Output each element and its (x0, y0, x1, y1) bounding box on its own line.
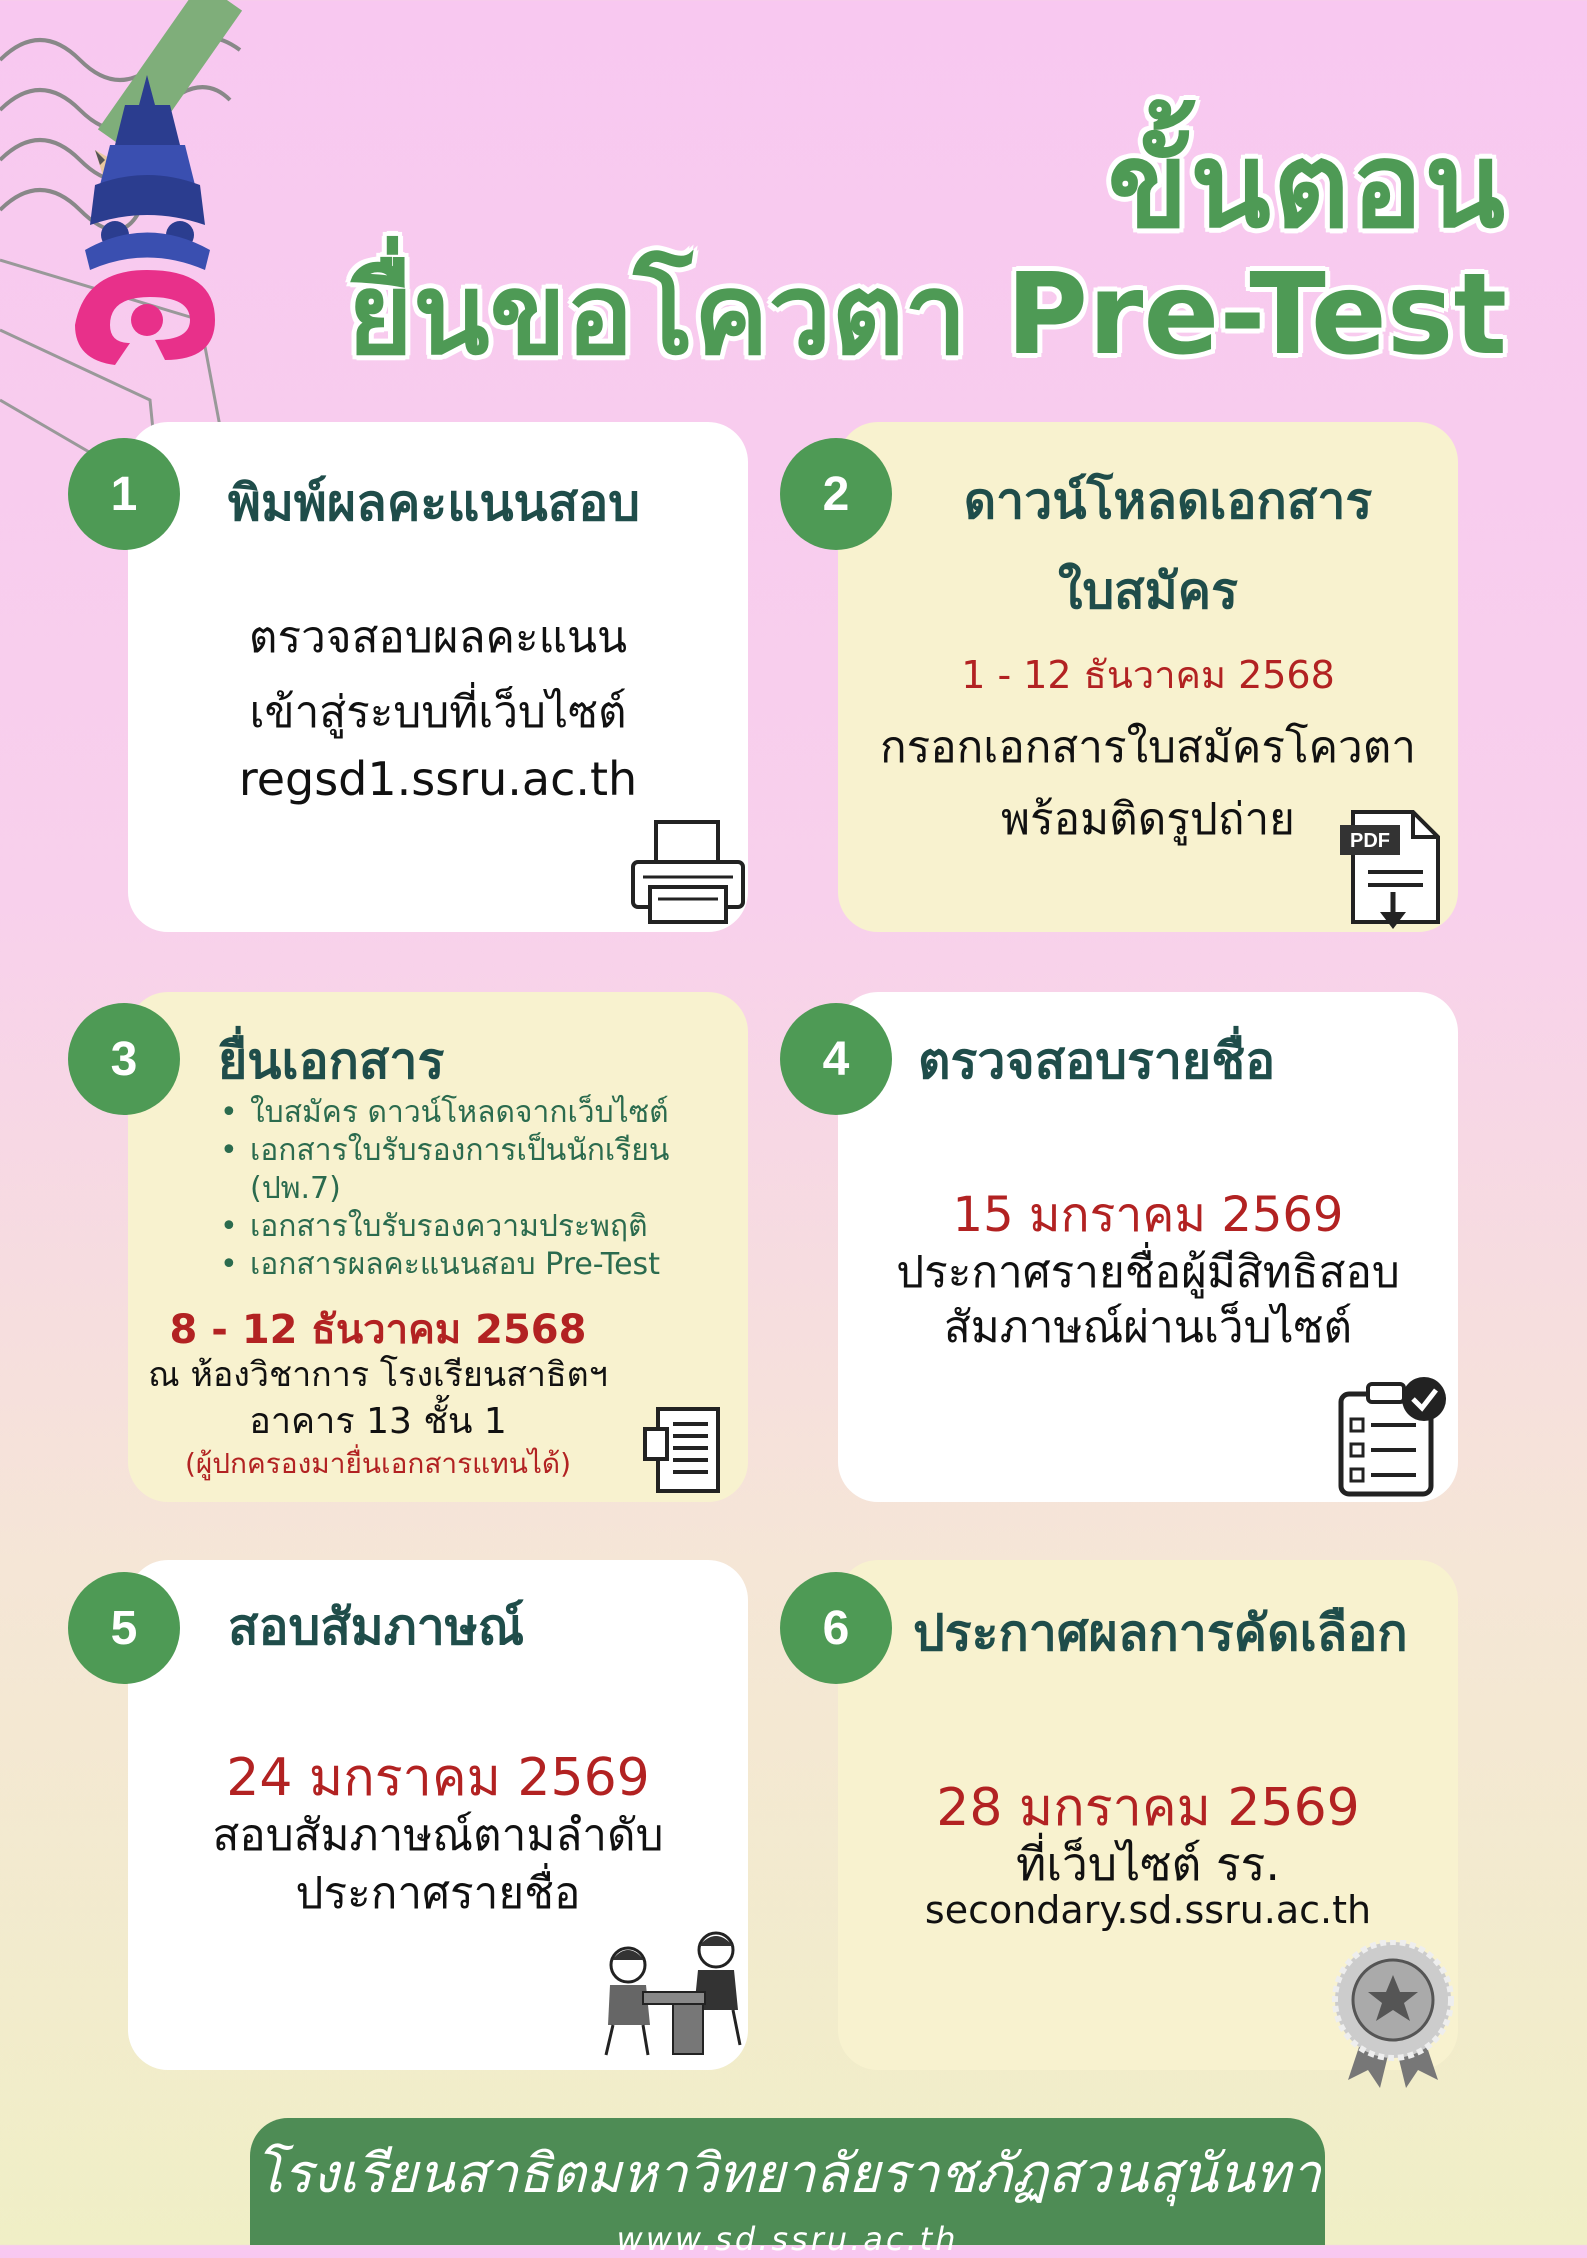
step-2-title-line2: ใบสมัคร (1058, 562, 1238, 620)
step-2-line: พร้อมติดรูปถ่าย (1001, 794, 1295, 845)
step-3-bullet: • เอกสารใบรับรองการเป็นนักเรียน (ปพ.7) (220, 1132, 690, 1208)
step-4-title: ตรวจสอบรายชื่อ (918, 1032, 1276, 1090)
step-5-badge: 5 (68, 1572, 180, 1684)
step-4-badge: 4 (780, 1003, 892, 1115)
footer-banner (250, 2118, 1325, 2258)
step-2-badge: 2 (780, 438, 892, 550)
step-3-bullet: • เอกสารใบรับรองความประพฤติ (220, 1208, 690, 1246)
step-3-badge: 3 (68, 1003, 180, 1115)
step-4-line: ประกาศรายชื่อผู้มีสิทธิสอบ (896, 1247, 1400, 1298)
step-6-title: ประกาศผลการคัดเลือก (913, 1604, 1408, 1662)
step-4-card (838, 992, 1458, 1502)
step-1-title: พิมพ์ผลคะแนนสอบ (228, 474, 640, 532)
step-5-line: ประกาศรายชื่อ (295, 1868, 581, 1919)
step-1-line: เข้าสู่ระบบที่เว็บไซต์ (249, 687, 627, 738)
step-5-card (128, 1560, 748, 2070)
step-3-note: (ผู้ปกครองมายื่นเอกสารแทนได้) (184, 1447, 572, 1480)
step-1-badge: 1 (68, 438, 180, 550)
step-5-date: 24 มกราคม 2569 (226, 1748, 650, 1808)
step-2-title-line1: ดาวน์โหลดเอกสาร (963, 472, 1373, 530)
step-3-line: อาคาร 13 ชั้น 1 (249, 1401, 507, 1442)
main-title-line2: ยื่นขอโควตา Pre-Test (347, 250, 1507, 380)
step-3-date: 8 - 12 ธันวาคม 2568 (169, 1307, 587, 1353)
main-title-line1: ขั้นตอน (1107, 116, 1507, 254)
step-6-card (838, 1560, 1458, 2070)
step-4-date: 15 มกราคม 2569 (952, 1187, 1344, 1243)
step-2-card (838, 422, 1458, 932)
fax-document-icon (643, 1404, 723, 1496)
pdf-label: PDF (1350, 830, 1390, 852)
step-6-date: 28 มกราคม 2569 (936, 1778, 1360, 1838)
school-website[interactable]: www.sd.ssru.ac.th (616, 2220, 959, 2258)
step-2-date: 1 - 12 ธันวาคม 2568 (961, 653, 1335, 697)
step-3-title: ยื่นเอกสาร (218, 1032, 445, 1090)
checklist-icon (1336, 1374, 1451, 1499)
step-1-url: regsd1.ssru.ac.th (238, 752, 638, 806)
step-6-url: secondary.sd.ssru.ac.th (924, 1888, 1372, 1932)
step-1-line: ตรวจสอบผลคะแนน (248, 612, 628, 663)
step-6-line: ที่เว็บไซต์ รร. (1016, 1837, 1280, 1891)
interview-icon (598, 1930, 748, 2060)
step-5-title: สอบสัมภาษณ์ (228, 1598, 525, 1656)
school-name: โรงเรียนสาธิตมหาวิทยาลัยราชภัฏสวนสุนันทา (254, 2142, 1321, 2205)
step-2-line: กรอกเอกสารใบสมัครโควตา (879, 722, 1417, 773)
step-5-line: สอบสัมภาษณ์ตามลำดับ (212, 1810, 664, 1861)
step-6-badge: 6 (780, 1572, 892, 1684)
step-3-card (128, 992, 748, 1502)
step-1-card (128, 422, 748, 932)
step-3-bullet-list (220, 1094, 690, 1284)
step-3-bullet: • ใบสมัคร ดาวน์โหลดจากเว็บไซต์ (220, 1094, 690, 1132)
step-3-line: ณ ห้องวิชาการ โรงเรียนสาธิตฯ (148, 1355, 608, 1395)
printer-icon (628, 817, 748, 927)
pdf-download-icon (1338, 807, 1448, 932)
school-logo (55, 75, 240, 375)
step-4-line: สัมภาษณ์ผ่านเว็บไซต์ (943, 1302, 1353, 1353)
award-ribbon-icon (1328, 1940, 1458, 2090)
step-3-bullet: • เอกสารผลคะแนนสอบ Pre-Test (220, 1246, 690, 1284)
